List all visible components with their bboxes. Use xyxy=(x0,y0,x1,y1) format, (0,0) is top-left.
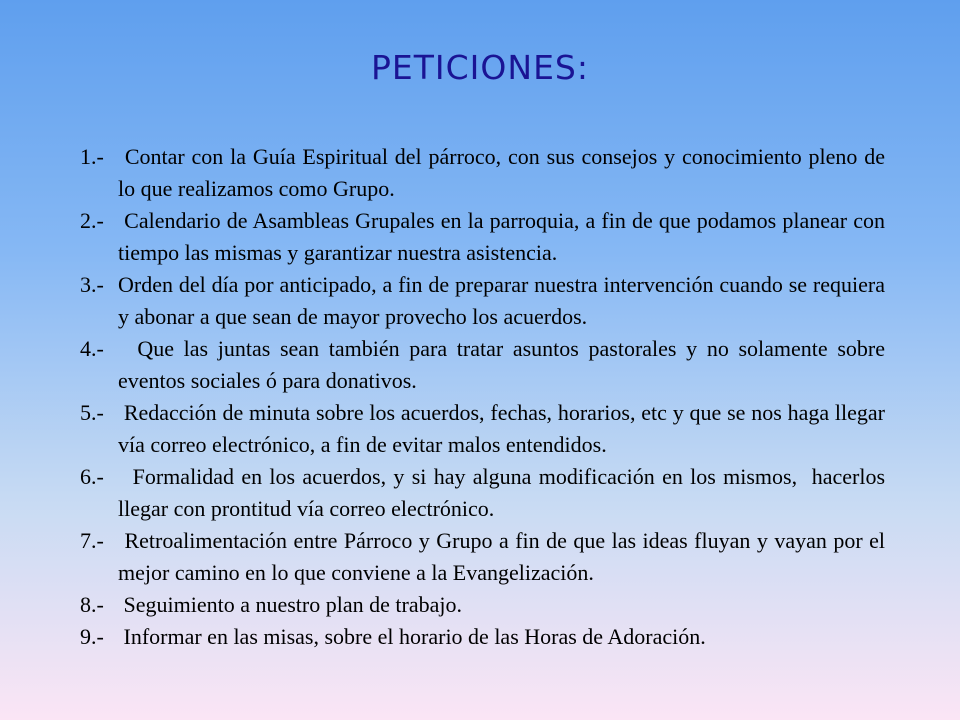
slide-title: PETICIONES: xyxy=(371,48,589,87)
item-number: 1.- xyxy=(80,144,104,169)
item-number: 6.- xyxy=(80,464,104,489)
item-number: 9.- xyxy=(80,624,104,649)
item-text: Calendario de Asambleas Grupales en la parroquia, a fin de que podamos planear con tiempo las mismas y garantizar nuestra asistencia. xyxy=(118,208,891,265)
list-item xyxy=(80,333,891,397)
item-text: Redacción de minuta sobre los acuerdos, fechas, horarios, etc y que se nos haga llegar vía correo electrónico, a fin de evitar malos entendidos. xyxy=(118,400,891,457)
item-number: 4.- xyxy=(80,336,104,361)
list-item xyxy=(80,397,891,461)
item-text: Formalidad en los acuerdos, y si hay alguna modificación en los mismos, hacerlos llegar con prontitud vía correo electrónico. xyxy=(118,464,891,521)
list-item xyxy=(80,269,891,333)
item-number: 5.- xyxy=(80,400,104,425)
item-text: Contar con la Guía Espiritual del párroco, con sus consejos y conocimiento pleno de lo que realizamos como Grupo. xyxy=(118,144,891,201)
list-item xyxy=(80,621,885,653)
item-text: Retroalimentación entre Párroco y Grupo a fin de que las ideas fluyan y vayan por el mejor camino en lo que conviene a la Evangelización. xyxy=(118,528,891,585)
item-text: Orden del día por anticipado, a fin de preparar nuestra intervención cuando se requiera y abonar a que sean de mayor provecho los acuerdos. xyxy=(118,272,891,329)
list-item xyxy=(80,461,891,525)
item-number: 2.- xyxy=(80,208,104,233)
list-item xyxy=(80,205,891,269)
item-text: Informar en las misas, sobre el horario de las Horas de Adoración. xyxy=(118,624,706,649)
list-item xyxy=(80,589,885,621)
item-number: 8.- xyxy=(80,592,104,617)
item-number: 3.- xyxy=(80,272,104,297)
list-item xyxy=(80,141,891,205)
list-item xyxy=(80,525,891,589)
item-text: Que las juntas sean también para tratar asuntos pastorales y no solamente sobre eventos sociales ó para donativos. xyxy=(118,336,891,393)
item-text: Seguimiento a nuestro plan de trabajo. xyxy=(118,592,462,617)
item-number: 7.- xyxy=(80,528,104,553)
petitions-list xyxy=(80,141,891,653)
